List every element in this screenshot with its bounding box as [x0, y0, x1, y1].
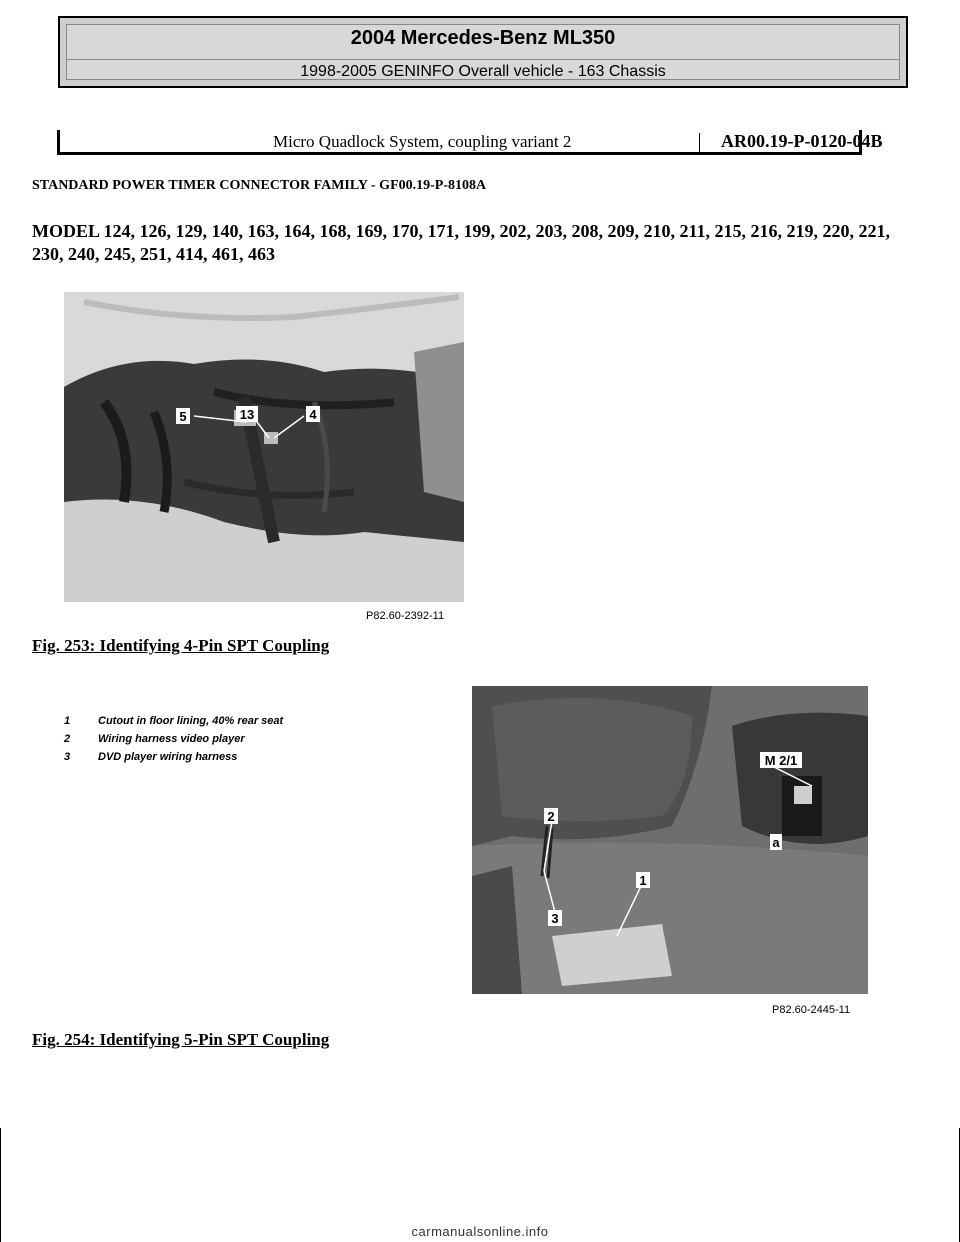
- header-subtitle: 1998-2005 GENINFO Overall vehicle - 163 Chassis: [300, 63, 666, 80]
- callout-1: 1: [639, 873, 647, 888]
- callout-5: 5: [179, 409, 187, 424]
- section-title: Micro Quadlock System, coupling variant 2: [273, 132, 572, 151]
- legend-text: DVD player wiring harness: [98, 751, 238, 763]
- figure-254-legend: [64, 712, 283, 766]
- figure-253-illustration: [64, 292, 464, 602]
- section-reference-bar: [57, 130, 883, 155]
- legend-number: 3: [64, 751, 71, 763]
- section-code: AR00.19-P-0120-04B: [721, 131, 883, 151]
- document-header: [58, 16, 908, 88]
- header-title: 2004 Mercedes-Benz ML350: [350, 27, 616, 49]
- legend-text: Wiring harness video player: [98, 733, 245, 745]
- model-list: MODEL 124, 126, 129, 140, 163, 164, 168, 169, 170, 171, 199, 202, 203, 208, 209, 210, 211, 215, 216, 219, 220, 221, 230, 240, 245, 251, 414, 461, 463: [32, 221, 891, 264]
- figure-254-caption: Fig. 254: Identifying 5-Pin SPT Coupling: [32, 1030, 330, 1049]
- figure-254-illustration: [472, 686, 868, 994]
- figure-253-caption: Fig. 253: Identifying 4-Pin SPT Coupling: [32, 636, 330, 655]
- legend-number: 2: [64, 733, 71, 745]
- watermark: carmanualsonline.info: [411, 1224, 549, 1239]
- legend-item: [64, 748, 283, 766]
- bar-divider: [699, 133, 700, 152]
- legend-item: [64, 730, 283, 748]
- callout-13: 13: [239, 407, 255, 422]
- legend-number: 1: [64, 715, 71, 727]
- legend-text: Cutout in floor lining, 40% rear seat: [98, 715, 284, 727]
- callout-4: 4: [309, 407, 317, 422]
- figure-253-code: P82.60-2392-11: [366, 610, 445, 622]
- bar-bottom-edge: [57, 152, 862, 155]
- figure-253-photo: [64, 292, 464, 602]
- callout-m2-1: M 2/1: [764, 753, 798, 768]
- header-divider: [67, 59, 899, 60]
- figure-254-photo: [472, 686, 868, 994]
- callout-3: 3: [551, 911, 559, 926]
- figure-254-code: P82.60-2445-11: [772, 1004, 851, 1016]
- callout-a: a: [772, 835, 780, 850]
- header-inner: [66, 24, 900, 80]
- legend-item: [64, 712, 283, 730]
- callout-2: 2: [547, 809, 555, 824]
- connector-family-line: STANDARD POWER TIMER CONNECTOR FAMILY - GF00.19-P-8108A: [32, 178, 487, 193]
